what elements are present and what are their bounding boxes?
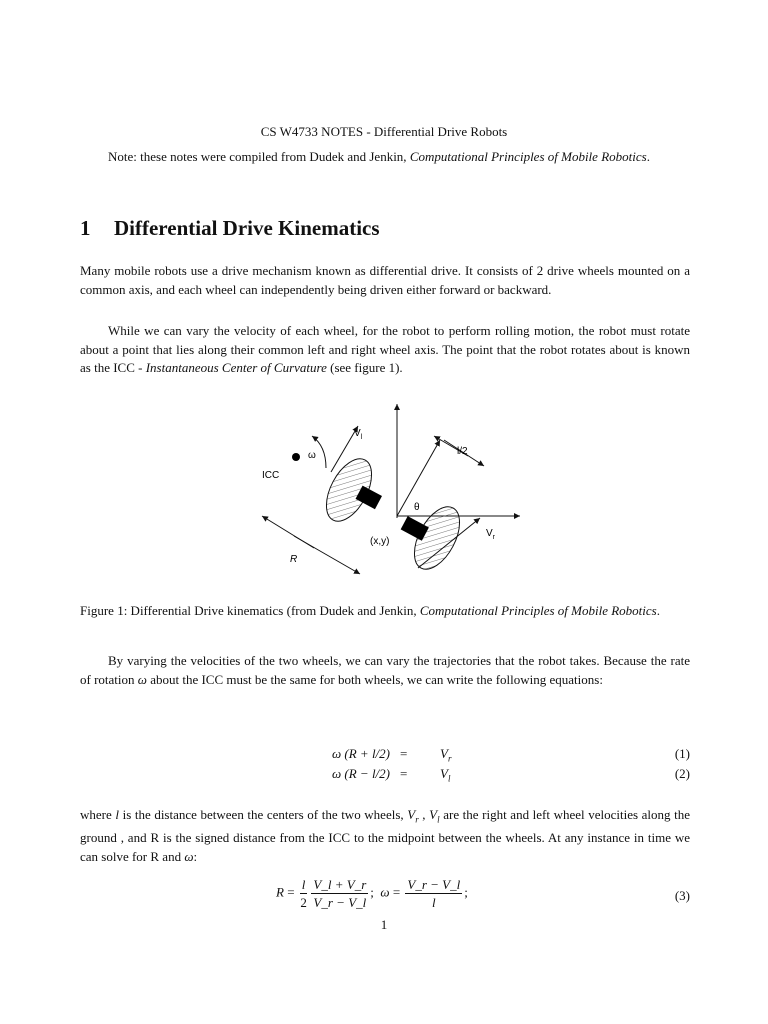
icc-label: ICC — [262, 470, 280, 481]
equation-3-body: R = $\frac{l}{2}$ $\frac{V\_l + V\_r}{V\_r - V\_l}$ ; ω = $\frac{V\_r - V\_l}{l}$ ; — [276, 877, 468, 910]
section-title: Differential Drive Kinematics — [114, 216, 380, 240]
vr-label: $V_r$ — [486, 528, 496, 541]
differential-drive-diagram — [254, 390, 530, 586]
paragraph-3-after: about the ICC must be the same for both wheels, we can write the following equations: — [146, 671, 603, 687]
xy-label: (x,y) — [370, 536, 390, 547]
paragraph-1: Many mobile robots use a drive mechanism known as differential drive. It consists of 2 drive wheels mounted on a common axis, and each wheel can independently being driven either forward or backward. — [80, 263, 690, 297]
l2-label: l/2 — [457, 446, 468, 457]
section-heading — [80, 216, 380, 241]
caption-prefix: Figure 1: Differential Drive kinematics (from Dudek and Jenkin, — [80, 603, 420, 618]
caption-emph: Computational Principles of Mobile Robotics — [419, 603, 657, 618]
paragraph-2-suffix: (see figure 1). — [326, 360, 403, 375]
equation-1-equals: = — [400, 746, 408, 761]
note-book-title: Computational Principles of Mobile Robotics — [409, 149, 647, 164]
omega-symbol: ω — [137, 671, 147, 687]
theta-label: θ — [414, 502, 420, 513]
paragraph-2-text: While we can vary the velocity of each wheel, for the robot to perform rolling motion, the robot must rotate about a point that lies along their common left and right wheel axis. The point that the robot rotates about is known as the ICC - — [80, 323, 690, 375]
equation-3-number: (3) — [674, 888, 690, 903]
paragraph-3-before: By varying the velocities of the two wheels, we can vary the trajectories that the robot takes. Because the rate of rotation — [80, 653, 690, 687]
paragraph-2-emph: Instantaneous Center of Curvature — [145, 360, 327, 375]
figure-1 — [254, 390, 530, 586]
paragraph-2 — [80, 322, 690, 378]
paragraph-3 — [80, 652, 690, 689]
r-label: R — [290, 554, 298, 565]
equation-2-number: (2) — [674, 766, 690, 781]
page-header: CS W4733 NOTES - Differential Drive Robots — [260, 124, 508, 139]
paragraph-4: where l is the distance between the centers of the two wheels, $V_r$ , $V_l$ are the right and left wheel velocities along the ground , and R is the signed distance from the ICC to the midpoint between the wheels. At any instance in time we can solve for R and ω: — [80, 807, 690, 864]
equation-1-number: (1) — [674, 746, 690, 761]
note-prefix: Note: these notes were compiled from Dudek and Jenkin, — [108, 149, 410, 164]
equation-2-lhs: ω (R − l/2) — [331, 766, 390, 781]
equation-1-rhs: $V_r$ — [440, 746, 452, 764]
page-number: 1 — [380, 917, 388, 932]
caption-suffix: . — [656, 603, 660, 618]
equation-1 — [80, 746, 690, 766]
equation-3 — [80, 876, 690, 920]
omega-label: ω — [308, 450, 316, 461]
equation-1-lhs: ω (R + l/2) — [331, 746, 390, 761]
left-wheel — [317, 452, 381, 529]
note-suffix: . — [646, 149, 650, 164]
icc-point — [292, 453, 300, 461]
equation-2-rhs: $V_l$ — [440, 766, 451, 784]
vl-label: $V_l$ — [354, 428, 363, 441]
source-note — [80, 148, 690, 167]
equation-2-equals: = — [400, 766, 408, 781]
equation-2 — [80, 766, 690, 786]
r-dimension-back — [262, 516, 314, 548]
figure-caption — [80, 602, 690, 621]
section-number: 1 — [80, 216, 91, 240]
